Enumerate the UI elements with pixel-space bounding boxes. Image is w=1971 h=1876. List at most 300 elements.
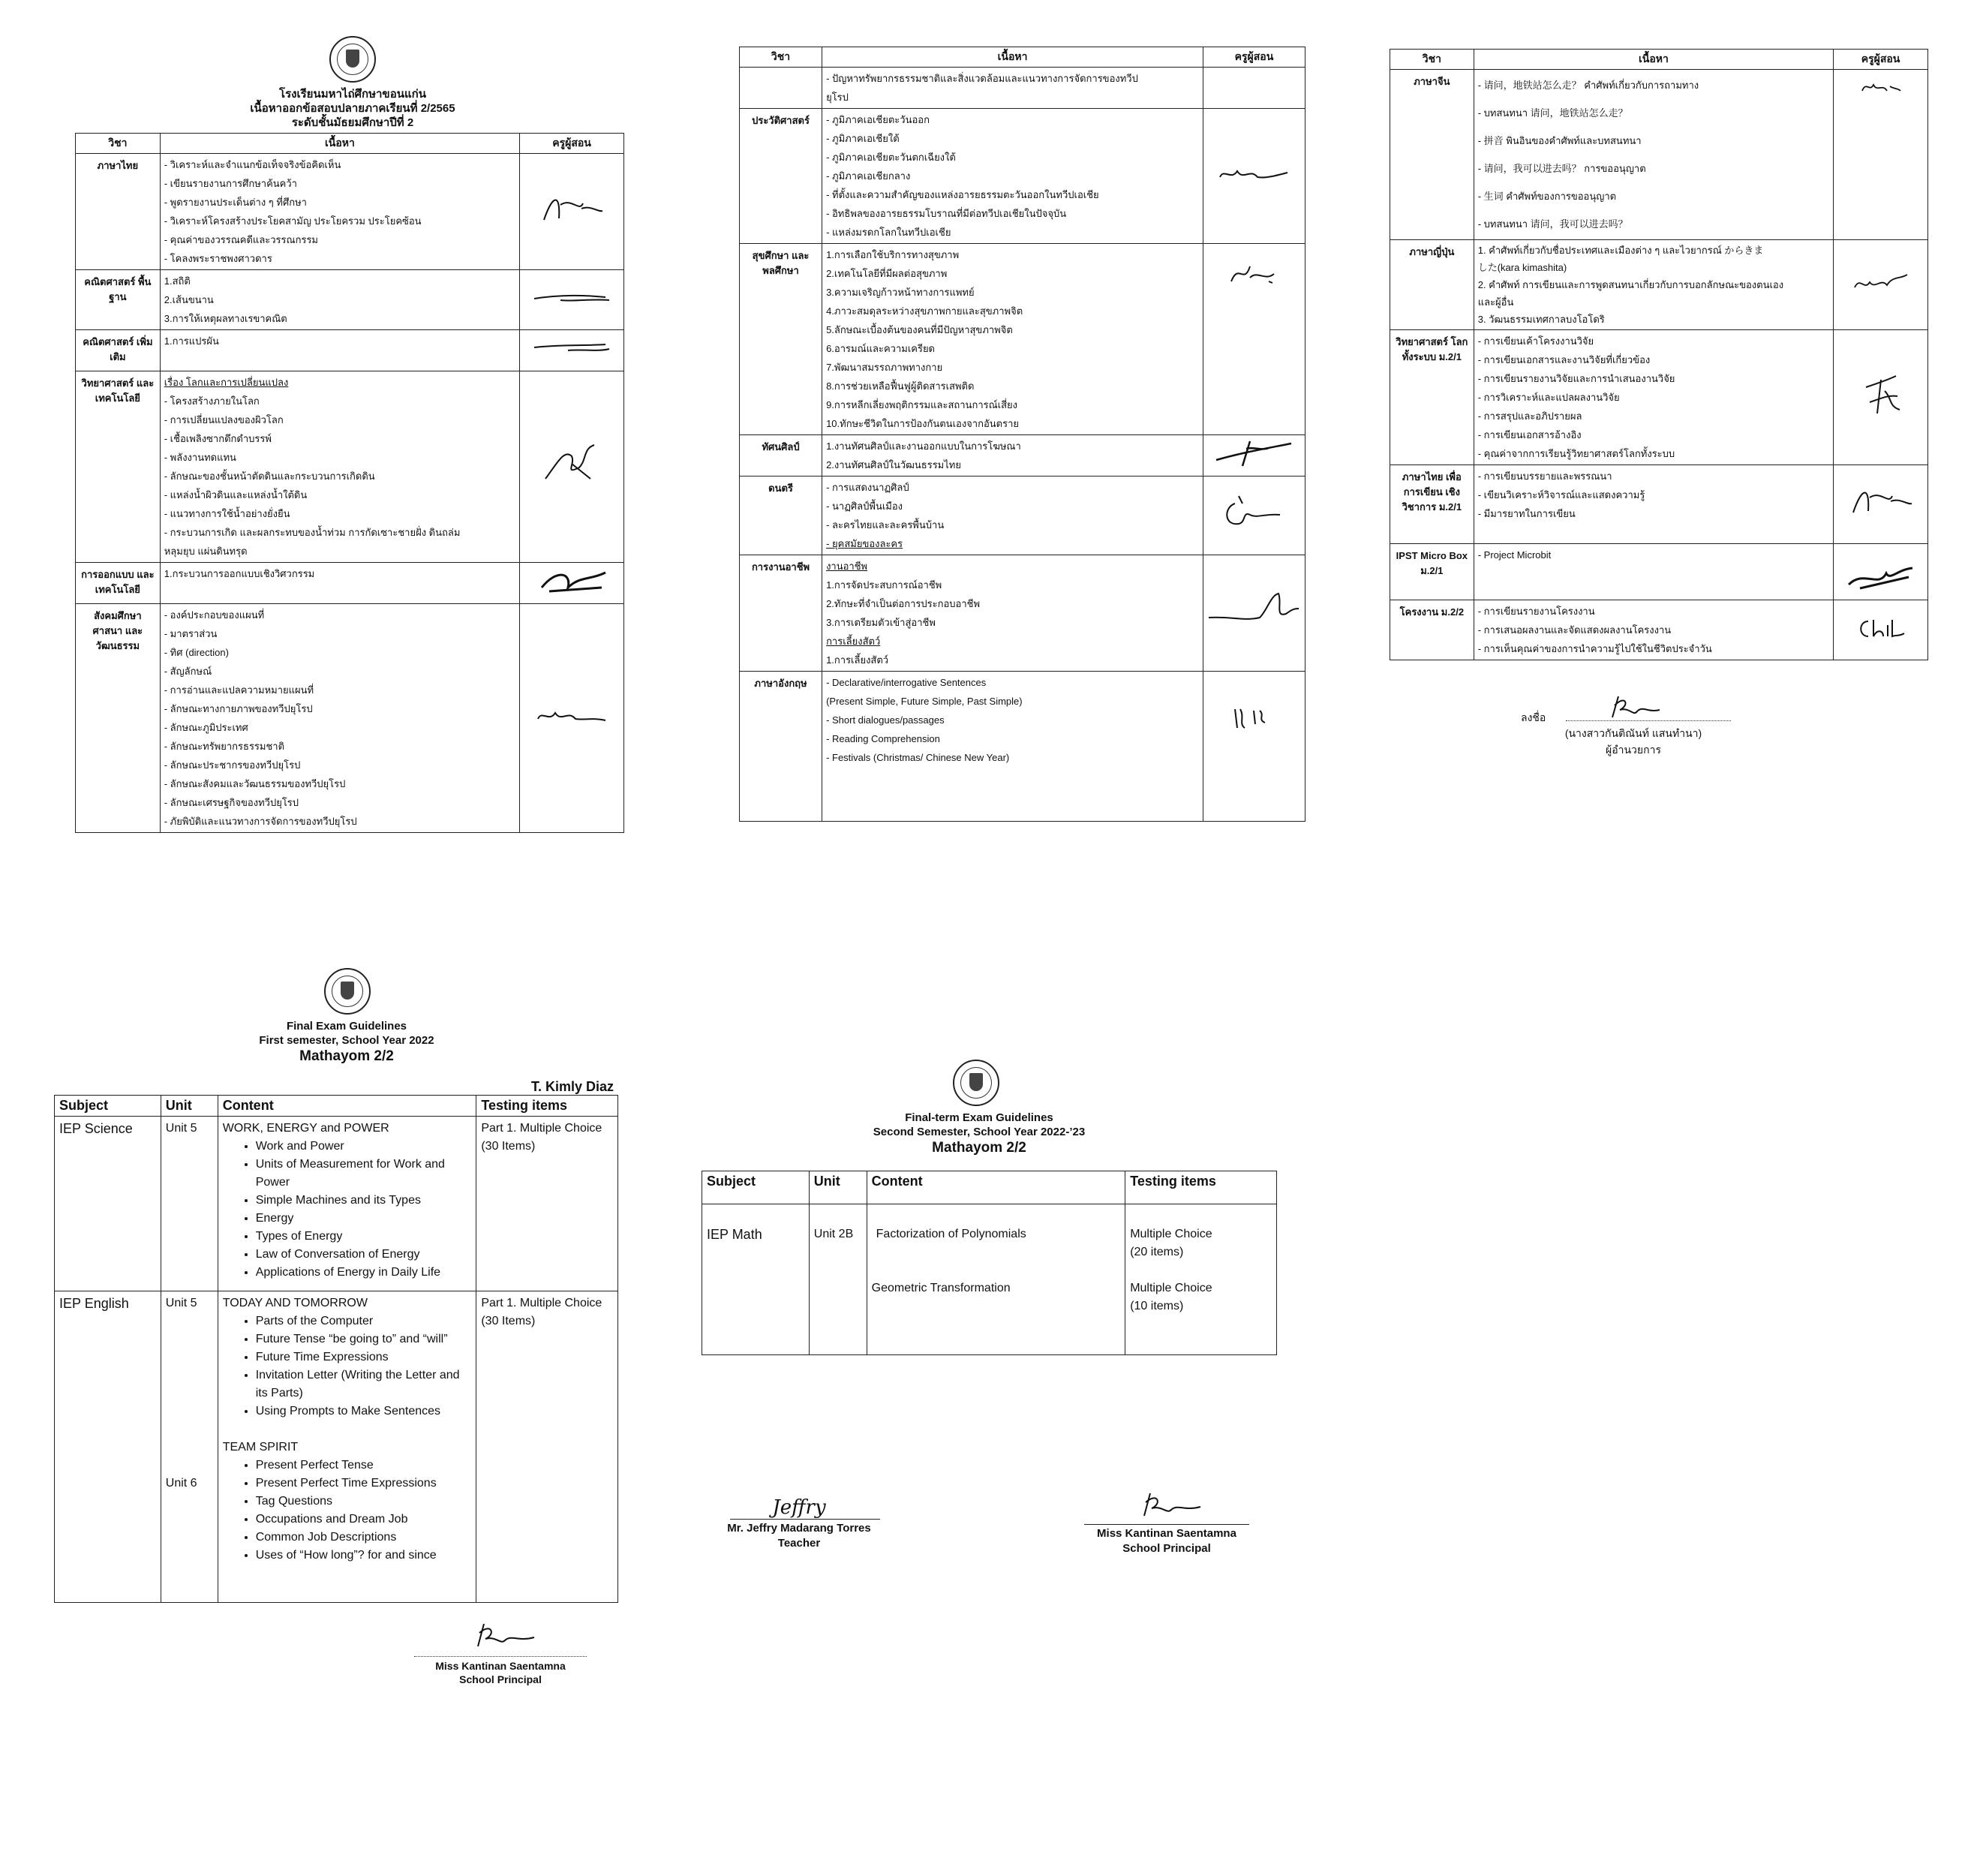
unit-cell: Unit 2B xyxy=(809,1204,867,1355)
signature-cell xyxy=(1203,109,1305,244)
content-line: - การแสดงนาฏศิลป์ xyxy=(826,482,909,493)
content-line: - คุณค่าจากการเรียนรู้วิทยาศาสตร์โลกทั้งระบบ xyxy=(1477,448,1675,459)
teacher-name: T. Kimly Diaz xyxy=(530,1079,614,1094)
list-item: • Common Job Descriptions xyxy=(256,1529,472,1547)
table-row xyxy=(76,371,624,563)
content-line: 1.การเลือกใช้บริการทางสุขภาพ xyxy=(826,249,960,260)
subject-cell: สุขศึกษา และพลศึกษา xyxy=(740,244,822,435)
col-content: เนื้อหา xyxy=(160,134,519,154)
content-line: - วิเคราะห์และจำแนกข้อเท็จจริงข้อคิดเห็น xyxy=(164,159,341,170)
signature-icon xyxy=(1231,702,1276,732)
content-cell xyxy=(822,477,1203,555)
table-row xyxy=(76,270,624,330)
content-cell xyxy=(160,270,519,330)
content-line: - บทสนทนา 请问，地铁站怎么走？ xyxy=(1477,107,1628,119)
list-item: • Occupations and Dream Job xyxy=(256,1511,472,1529)
table-row xyxy=(1390,544,1928,600)
semester: First semester, School Year 2022 xyxy=(259,1034,434,1047)
col-teacher: ครูผู้สอน xyxy=(1834,50,1928,70)
signature-icon xyxy=(542,441,602,486)
list-item: • Tag Questions xyxy=(256,1493,472,1511)
subject-cell: ดนตรี xyxy=(740,477,822,555)
signature-icon xyxy=(530,288,613,306)
subject-cell xyxy=(740,68,822,109)
content-line: 1.งานทัศนศิลป์และงานออกแบบในการโฆษณา xyxy=(826,440,1021,452)
signature-cell xyxy=(1203,477,1305,555)
content-line-spacer xyxy=(164,350,515,369)
content-line: 3.การเตรียมตัวเข้าสู่อาชีพ xyxy=(826,617,936,628)
content-cell xyxy=(1474,70,1833,240)
content-line: - ปัญหาทรัพยากรธรรมชาติและสิ่งแวดล้อมและแนวทางการจัดการของทวีป xyxy=(826,73,1138,84)
class-level: Mathayom 2/2 xyxy=(299,1048,394,1064)
subject-cell: วิทยาศาสตร์ และเทคโนโลยี xyxy=(76,371,161,563)
signature-icon xyxy=(1129,1490,1204,1520)
testing-cell: Part 1. Multiple Choice (30 Items) xyxy=(476,1117,618,1291)
unit-title: TODAY AND TOMORROW xyxy=(222,1297,368,1309)
subject-cell: IEP English xyxy=(55,1291,161,1603)
content-line: - ภูมิภาคเอเชียตะวันตกเฉียงใต้ xyxy=(826,152,956,163)
content-line: - อิทธิพลของอารยธรรมโบราณที่มีต่อทวีปเอเชียในปัจจุบัน xyxy=(826,208,1067,219)
content-line: 10.ทักษะชีวิตในการป้องกันตนเองจากอันตราย xyxy=(826,418,1019,429)
content-line: - การเขียนเอกสารและงานวิจัยที่เกี่ยวข้อง xyxy=(1477,354,1651,365)
content-line: 1. คำศัพท์เกี่ยวกับชื่อประเทศและเมืองต่าง ๆ และไวยากรณ์ からきま xyxy=(1477,245,1764,256)
table-row xyxy=(1390,600,1928,660)
content-line: - Project Microbit xyxy=(1477,549,1552,561)
signature-cell xyxy=(520,604,624,833)
content-line: 3.การให้เหตุผลทางเรขาคณิต xyxy=(164,313,287,324)
col-testing: Testing items xyxy=(1125,1171,1277,1204)
signature-icon xyxy=(530,338,613,356)
content-line: - Reading Comprehension xyxy=(826,733,940,744)
unit-label: Unit 5 xyxy=(165,1297,197,1309)
subject-cell: คณิตศาสตร์ เพิ่มเติม xyxy=(76,330,161,371)
school-name: โรงเรียนมหาไถ่ศึกษาขอนแก่น xyxy=(279,88,426,101)
unit-cell xyxy=(161,1291,218,1603)
subject-cell: IPST Micro Box ม.2/1 xyxy=(1390,544,1474,600)
content-line: - เขียนรายงานการศึกษาค้นคว้า xyxy=(164,178,297,189)
col-unit: Unit xyxy=(809,1171,867,1204)
testing-item: Multiple Choice (20 items) xyxy=(1130,1228,1212,1258)
signature-cell xyxy=(1834,465,1928,544)
content-line: 1.กระบวนการออกแบบเชิงวิศวกรรม xyxy=(164,568,315,579)
content-line: - มีมารยาทในการเขียน xyxy=(1477,508,1576,519)
teacher-title: Teacher xyxy=(777,1537,821,1550)
table-header-row xyxy=(740,47,1305,68)
content-line: - Festivals (Christmas/ Chinese New Year) xyxy=(826,752,1010,763)
content-line: 2.ทักษะที่จำเป็นต่อการประกอบอาชีพ xyxy=(826,598,981,609)
unit-cell: Unit 5 xyxy=(161,1117,218,1291)
signature-cell xyxy=(1834,600,1928,660)
principal-title: School Principal xyxy=(1122,1542,1211,1555)
content-line: - แนวทางการใช้น้ำอย่างยั่งยืน xyxy=(164,508,290,519)
table-row xyxy=(740,68,1305,109)
signature-icon xyxy=(1858,77,1903,95)
list-item: • Present Perfect Time Expressions xyxy=(256,1475,472,1493)
content-line: 2. คำศัพท์ การเขียนและการพูดสนทนาเกี่ยวกับการบอกลักษณะของตนเอง xyxy=(1477,279,1784,290)
table-header-row xyxy=(55,1096,618,1117)
topic-list xyxy=(223,1457,472,1565)
signer-name: (นางสาวกันติณันท์ แสนทำนา) xyxy=(1564,727,1702,739)
content-cell xyxy=(822,435,1203,477)
content-line: - การเสนอผลงานและจัดแสดงผลงานโครงงาน xyxy=(1477,624,1672,636)
content-line: - 请问，我可以进去吗？ การขออนุญาต xyxy=(1477,163,1646,174)
content-line: - บทสนทนา 请问，我可以进去吗？ xyxy=(1477,218,1628,230)
principal-name: Miss Kantinan Saentamna xyxy=(1097,1527,1236,1540)
subject-cell: การงานอาชีพ xyxy=(740,555,822,672)
content-line: - วิเคราะห์โครงสร้างประโยคสามัญ ประโยครวม ประโยคซ้อน xyxy=(164,215,422,227)
teacher-name: Mr. Jeffry Madarang Torres xyxy=(727,1522,871,1535)
list-item: • Types of Energy xyxy=(256,1228,472,1246)
signature-cell xyxy=(1834,330,1928,465)
content-line: - องค์ประกอบของแผนที่ xyxy=(164,609,265,621)
content-table xyxy=(739,47,1305,822)
table-row xyxy=(76,563,624,604)
content-line: หลุมยุบ แผ่นดินทรุด xyxy=(164,546,248,557)
signer-title: School Principal xyxy=(459,1673,542,1685)
signature-icon xyxy=(1855,614,1907,641)
signer-name: Miss Kantinan Saentamna xyxy=(435,1660,566,1672)
content-line: 3. วัฒนธรรมเทศกาลบงโอโดริ xyxy=(1477,314,1605,325)
content-line: - ทิศ (direction) xyxy=(164,647,229,658)
signature-icon xyxy=(1227,259,1280,289)
content-line: 1.การเลี้ยงสัตว์ xyxy=(826,654,889,666)
signature-cell xyxy=(520,270,624,330)
col-content: Content xyxy=(218,1096,476,1117)
table-header-row xyxy=(702,1171,1277,1204)
content-line: - ภูมิภาคเอเชียตะวันออก xyxy=(826,114,930,125)
table-row xyxy=(1390,240,1928,330)
col-content: เนื้อหา xyxy=(822,47,1203,68)
content-cell xyxy=(867,1204,1125,1355)
content-line: - โครงสร้างภายในโลก xyxy=(164,395,260,407)
content-line: 9.การหลีกเลี่ยงพฤติกรรมและสถานการณ์เสี่ยง xyxy=(826,399,1018,410)
content-line: - การเห็นคุณค่าของการนำความรู้ไปใช้ในชีวิตประจำวัน xyxy=(1477,643,1712,654)
signature-icon xyxy=(534,704,609,726)
content-line: - ยุคสมัยของละคร xyxy=(826,538,903,549)
content-line: - การวิเคราะห์และแปลผลงานวิจัย xyxy=(1477,392,1620,403)
table-row xyxy=(740,244,1305,435)
list-item: • Energy xyxy=(256,1210,472,1228)
content-line: - ลักษณะสังคมและวัฒนธรรมของทวีปยุโรป xyxy=(164,778,346,789)
signature-icon xyxy=(1220,492,1287,534)
content-line: - ลักษณะทรัพยากรธรรมชาติ xyxy=(164,741,285,752)
signature-icon xyxy=(1858,372,1903,417)
table-row xyxy=(740,109,1305,244)
col-subject: วิชา xyxy=(76,134,161,154)
content-cell xyxy=(1474,465,1833,544)
content-line: 4.ภาวะสมดุลระหว่างสุขภาพกายและสุขภาพจิต xyxy=(826,305,1023,317)
content-line: - ภูมิภาคเอเชียกลาง xyxy=(826,170,911,182)
content-line: - การเขียนบรรยายและพรรณนา xyxy=(1477,471,1612,482)
content-cell xyxy=(218,1117,476,1291)
principal-signature-block xyxy=(1084,1490,1249,1556)
content-line: - ลักษณะของชั้นหน้าตัดดินและกระบวนการเกิดดิน xyxy=(164,471,375,482)
content-cell xyxy=(822,244,1203,435)
content-line: 5.ลักษณะเบื้องต้นของคนที่มีปัญหาสุขภาพจิต xyxy=(826,324,1013,335)
content-line: การเลี้ยงสัตว์ xyxy=(826,636,881,647)
subject-cell: ภาษาอังกฤษ xyxy=(740,672,822,822)
list-item: • Future Time Expressions xyxy=(256,1348,472,1366)
content-line: 1.สถิติ xyxy=(164,275,191,287)
col-subject: Subject xyxy=(55,1096,161,1117)
grade-level: ระดับชั้นมัธยมศึกษาปีที่ 2 xyxy=(291,116,414,129)
list-item: • Present Perfect Tense xyxy=(256,1457,472,1475)
content-line: - ภูมิภาคเอเชียใต้ xyxy=(826,133,900,144)
content-line: - ลักษณะประชากรของทวีปยุโรป xyxy=(164,759,301,771)
subject-cell: ภาษาไทย เพื่อการเขียน เชิงวิชาการ ม.2/1 xyxy=(1390,465,1474,544)
table-row xyxy=(55,1291,618,1603)
content-line: งานอาชีพ xyxy=(826,561,868,572)
content-line: (Present Simple, Future Simple, Past Simple) xyxy=(826,696,1023,707)
col-unit: Unit xyxy=(161,1096,218,1117)
page-1 xyxy=(75,36,630,833)
content-line: - ลักษณะทางกายภาพของทวีปยุโรป xyxy=(164,703,313,714)
content-line: - 拼音 พินอินของคำศัพท์และบทสนทนา xyxy=(1477,135,1642,146)
table-header-row xyxy=(76,134,624,154)
content-line: 1.การจัดประสบการณ์อาชีพ xyxy=(826,579,942,591)
subject-cell: ภาษาจีน xyxy=(1390,70,1474,240)
content-line: - โคลงพระราชพงศาวดาร xyxy=(164,253,272,264)
col-testing: Testing items xyxy=(476,1096,618,1117)
col-content: เนื้อหา xyxy=(1474,50,1833,70)
content-item: Geometric Transformation xyxy=(871,1282,1011,1294)
content-line: - นาฏศิลป์พื้นเมือง xyxy=(826,501,903,512)
signature-cell xyxy=(520,154,624,270)
table-row xyxy=(740,435,1305,477)
subject-cell: ภาษาญี่ปุ่น xyxy=(1390,240,1474,330)
signature-cell xyxy=(1203,435,1305,477)
list-item: • Uses of “How long”? for and since xyxy=(256,1547,472,1565)
signature-cell xyxy=(1834,240,1928,330)
class-level: Mathayom 2/2 xyxy=(932,1140,1026,1156)
content-cell xyxy=(160,330,519,371)
signature-icon xyxy=(1847,483,1915,520)
subject-cell: คณิตศาสตร์ พื้นฐาน xyxy=(76,270,161,330)
table-row xyxy=(702,1204,1277,1355)
content-line: เรื่อง โลกและการเปลี่ยนแปลง xyxy=(164,377,289,388)
content-line: 6.อารมณ์และความเครียด xyxy=(826,343,935,354)
signer-title: ผู้อำนวยการ xyxy=(1606,744,1661,756)
doc-title: Final Exam Guidelines xyxy=(286,1020,407,1033)
unit-title: TEAM SPIRIT xyxy=(222,1441,299,1454)
signature-cell xyxy=(520,371,624,563)
content-line: 7.พัฒนาสมรรถภาพทางกาย xyxy=(826,362,943,373)
content-cell xyxy=(822,109,1203,244)
testing-item: Multiple Choice (10 items) xyxy=(1130,1282,1212,1312)
signature-icon xyxy=(1845,562,1916,592)
signature-cell xyxy=(520,563,624,604)
signature-cell xyxy=(1203,244,1305,435)
subject-cell: วิทยาศาสตร์ โลกทั้งระบบ ม.2/1 xyxy=(1390,330,1474,465)
school-seal-icon xyxy=(329,36,376,83)
content-line: - การเปลี่ยนแปลงของผิวโลก xyxy=(164,414,284,425)
testing-cell: Part 1. Multiple Choice (30 Items) xyxy=(476,1291,618,1603)
content-line: ยุโรป xyxy=(826,92,849,103)
school-seal-icon xyxy=(324,968,371,1015)
content-line: 8.การช่วยเหลือฟื้นฟูผู้ติดสารเสพติด xyxy=(826,380,975,392)
list-item: • Using Prompts to Make Sentences xyxy=(256,1402,472,1421)
doc-title: เนื้อหาออกข้อสอบปลายภาคเรียนที่ 2/2565 xyxy=(250,102,455,115)
unit-title: WORK, ENERGY and POWER xyxy=(222,1122,389,1135)
list-item: • Invitation Letter (Writing the Letter and its Parts) xyxy=(256,1366,472,1402)
content-line: 1.การแปรผัน xyxy=(164,335,219,347)
signature-icon xyxy=(1851,269,1911,296)
content-cell xyxy=(160,154,519,270)
page-4 xyxy=(54,968,624,1686)
col-subject: วิชา xyxy=(1390,50,1474,70)
content-cell xyxy=(822,672,1203,822)
content-line: 2.เทคโนโลยีที่มีผลต่อสุขภาพ xyxy=(826,268,948,279)
content-line: - การเขียนเอกสารอ้างอิง xyxy=(1477,429,1582,440)
exam-table xyxy=(702,1171,1277,1355)
teacher-signature-block xyxy=(717,1496,882,1551)
content-line: - แหล่งน้ำผิวดินและแหล่งน้ำใต้ดิน xyxy=(164,489,308,501)
signature-icon xyxy=(1603,690,1663,723)
content-cell xyxy=(160,563,519,604)
content-line: - ภัยพิบัติและแนวทางการจัดการของทวีปยุโรป xyxy=(164,816,357,827)
content-line: - ลักษณะเศรษฐกิจของทวีปยุโรป xyxy=(164,797,299,808)
semester: Second Semester, School Year 2022-’23 xyxy=(873,1126,1086,1138)
col-subject: วิชา xyxy=(740,47,822,68)
topic-list xyxy=(223,1138,472,1282)
content-line: - กระบวนการเกิด และผลกระทบของน้ำท่วม การกัดเซาะชายฝั่ง ดินถล่ม xyxy=(164,527,461,538)
content-item: Factorization of Polynomials xyxy=(876,1228,1026,1240)
table-header-row xyxy=(1390,50,1928,70)
content-line: - การเขียนเค้าโครงงานวิจัย xyxy=(1477,335,1594,347)
subject-cell: IEP Math xyxy=(702,1204,810,1355)
content-line: 2.งานทัศนศิลป์ในวัฒนธรรมไทย xyxy=(826,459,961,471)
exam-table xyxy=(54,1095,618,1603)
content-cell xyxy=(1474,544,1833,600)
content-line: 3.ความเจริญก้าวหน้าทางการแพทย์ xyxy=(826,287,975,298)
content-line: - คุณค่าของวรรณคดีและวรรณกรรม xyxy=(164,234,318,245)
content-line: - 请问，地铁站怎么走？ คำศัพท์เกี่ยวกับการถามทาง xyxy=(1477,80,1699,91)
col-content: Content xyxy=(867,1171,1125,1204)
content-line: - พูดรายงานประเด็นต่าง ๆ ที่ศึกษา xyxy=(164,197,307,208)
content-cell xyxy=(1474,330,1833,465)
principal-signature-block xyxy=(414,1619,587,1686)
col-teacher: ครูผู้สอน xyxy=(1203,47,1305,68)
table-row xyxy=(1390,70,1928,240)
subject-cell: การออกแบบ และเทคโนโลยี xyxy=(76,563,161,604)
subject-cell: โครงงาน ม.2/2 xyxy=(1390,600,1474,660)
signature-icon xyxy=(1216,162,1291,185)
testing-cell xyxy=(1125,1204,1277,1355)
content-line: - เชื้อเพลิงซากดึกดำบรรพ์ xyxy=(164,433,272,444)
table-row xyxy=(55,1117,618,1291)
list-item: • Parts of the Computer xyxy=(256,1312,472,1330)
list-item: • Simple Machines and its Types xyxy=(256,1192,472,1210)
subject-cell: สังคมศึกษา ศาสนา และวัฒนธรรม xyxy=(76,604,161,833)
content-line-spacer xyxy=(1478,523,1829,542)
content-line: - 生词 คำศัพท์ของการขออนุญาต xyxy=(1477,191,1617,202)
guideline-header xyxy=(152,1019,542,1066)
content-line: - ละครไทยและละครพื้นบ้าน xyxy=(826,519,945,531)
content-line: - ลักษณะภูมิประเทศ xyxy=(164,722,248,733)
signature-icon xyxy=(1207,588,1301,633)
content-line: - การเขียนรายงานวิจัยและการนำเสนองานวิจัย xyxy=(1477,373,1675,384)
unit-label: Unit 6 xyxy=(165,1477,197,1490)
content-line: - แหล่งมรดกโลกในทวีปเอเชีย xyxy=(826,227,951,238)
content-line: - Declarative/interrogative Sentences xyxy=(826,677,987,688)
list-item: • Applications of Energy in Daily Life xyxy=(256,1264,472,1282)
guideline-header xyxy=(777,1111,1182,1157)
signature-icon xyxy=(463,1619,538,1652)
content-line: - ที่ตั้งและความสำคัญของแหล่งอารยธรรมตะวันออกในทวีปเอเชีย xyxy=(826,189,1099,200)
content-line: - สัญลักษณ์ xyxy=(164,666,212,677)
content-line: - การสรุปและอภิปรายผล xyxy=(1477,410,1582,422)
list-item: • Law of Conversation of Energy xyxy=(256,1246,472,1264)
signature-icon xyxy=(1212,437,1295,467)
subject-cell: ประวัติศาสตร์ xyxy=(740,109,822,244)
principal-signature-block xyxy=(1521,690,1746,758)
content-cell xyxy=(1474,240,1833,330)
content-line: - Short dialogues/passages xyxy=(826,714,945,726)
subject-cell: IEP Science xyxy=(55,1117,161,1291)
content-line: した(kara kimashita) xyxy=(1477,262,1567,273)
content-line-spacer xyxy=(164,583,515,602)
content-table xyxy=(75,133,624,833)
table-row xyxy=(1390,330,1928,465)
content-line: - พลังงานทดแทน xyxy=(164,452,236,463)
content-line: และผู้อื่น xyxy=(1477,296,1514,308)
list-item: • Units of Measurement for Work and Power xyxy=(256,1156,472,1192)
teacher-signature: Jeffry xyxy=(772,1496,826,1519)
topic-list xyxy=(223,1312,472,1421)
content-table xyxy=(1390,49,1928,660)
doc-title: Final-term Exam Guidelines xyxy=(905,1111,1053,1124)
list-item: • Future Tense “be going to” and “will” xyxy=(256,1330,472,1348)
signature-cell xyxy=(1203,672,1305,822)
signature-cell xyxy=(1834,544,1928,600)
content-line: - การอ่านและแปลความหมายแผนที่ xyxy=(164,684,314,696)
table-row xyxy=(76,154,624,270)
list-item: • Work and Power xyxy=(256,1138,472,1156)
content-cell xyxy=(160,371,519,563)
subject-cell: ทัศนศิลป์ xyxy=(740,435,822,477)
sign-label: ลงชื่อ xyxy=(1521,711,1546,723)
content-line: 2.เส้นขนาน xyxy=(164,294,214,305)
col-subject: Subject xyxy=(702,1171,810,1204)
table-row xyxy=(740,672,1305,822)
subject-cell: ภาษาไทย xyxy=(76,154,161,270)
content-cell xyxy=(160,604,519,833)
page-5 xyxy=(702,1060,1287,1555)
col-teacher: ครูผู้สอน xyxy=(520,134,624,154)
signature-cell xyxy=(1203,68,1305,109)
content-line: - มาตราส่วน xyxy=(164,628,218,639)
signature-cell xyxy=(1834,70,1928,240)
content-cell xyxy=(822,555,1203,672)
table-row xyxy=(1390,465,1928,544)
content-line: - การเขียนรายงานโครงงาน xyxy=(1477,606,1595,617)
signature-cell xyxy=(520,330,624,371)
page-2 xyxy=(739,47,1309,822)
table-row xyxy=(740,477,1305,555)
table-row xyxy=(76,330,624,371)
content-line: - เขียนวิเคราะห์วิจารณ์และแสดงความรู้ xyxy=(1477,489,1645,501)
content-cell xyxy=(218,1291,476,1603)
page-3 xyxy=(1390,49,1930,758)
signature-cell xyxy=(1203,555,1305,672)
content-cell xyxy=(822,68,1203,109)
signature-icon xyxy=(538,190,605,227)
signature-icon xyxy=(534,565,609,595)
content-cell xyxy=(1474,600,1833,660)
table-row xyxy=(76,604,624,833)
school-seal-icon xyxy=(953,1060,999,1106)
table-row xyxy=(740,555,1305,672)
